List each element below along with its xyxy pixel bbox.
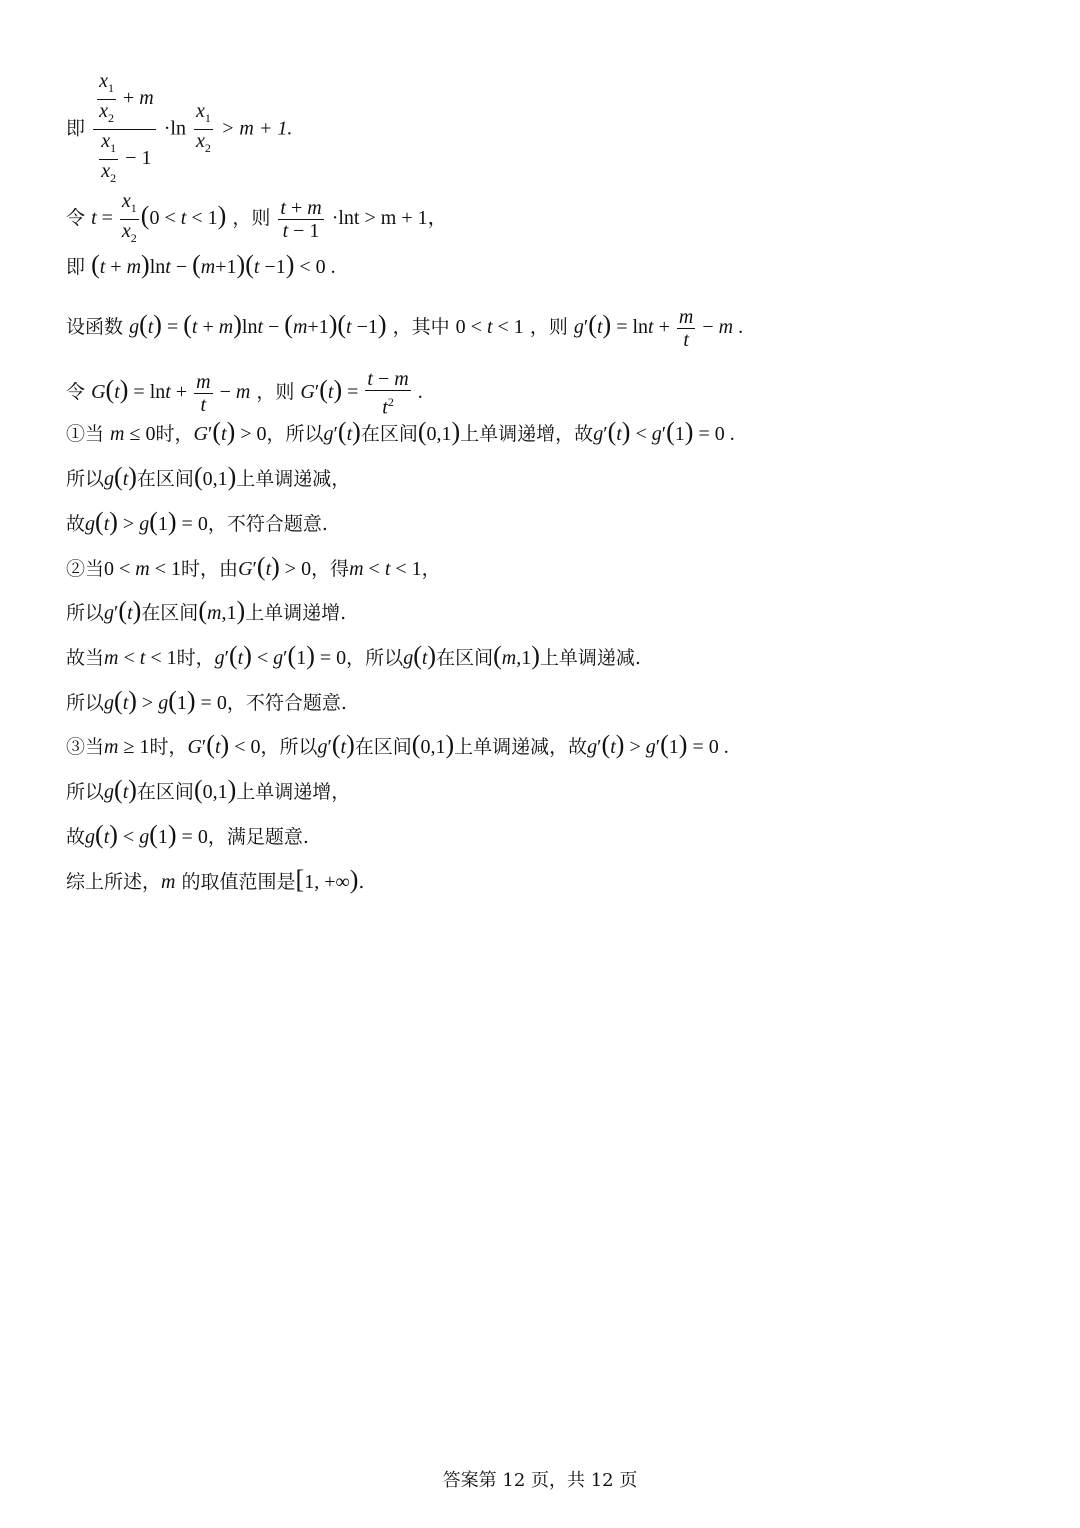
ratio-fraction: $\frac{x_1}{x_2}$ bbox=[196, 100, 211, 155]
text: 所以 bbox=[66, 468, 105, 490]
text: ，则 bbox=[529, 316, 568, 339]
text: 上单调递减，故 bbox=[454, 736, 588, 758]
text: 所以 bbox=[66, 781, 105, 803]
line-2: 令 t = $\frac{x_1}{x_2}$ (0 < t < 1) ，则 $\frac{t + m}{t - 1}$ ·lnt > m + 1， bbox=[66, 190, 448, 245]
page-footer: 答案第 12 页，共 12 页 bbox=[442, 1470, 638, 1491]
line-15: 故g(t) < g(1) = 0，满足题意. bbox=[66, 820, 309, 849]
text: 故 bbox=[66, 826, 86, 848]
line-1 bbox=[66, 70, 292, 189]
line-11: 故当m < t < 1时，g′(t) < g′(1) = 0，所以g(t)在区间(m,1)上单调递减. bbox=[66, 641, 641, 670]
text: 即 bbox=[66, 256, 86, 278]
complex-fraction: $\frac{x_1}{x_2}$ + m $\frac{x_1}{x_2}$ − 1 bbox=[93, 70, 156, 189]
line-6: ①当 m ≤ 0时，G′(t) > 0，所以g′(t)在区间(0,1)上单调递增，故g′(t) < g′(1) = 0 . bbox=[66, 417, 735, 446]
inequality-tail: ·lnt > m + 1， bbox=[331, 207, 448, 230]
text: 令 bbox=[66, 207, 86, 230]
line-8: 故g(t) > g(1) = 0，不符合题意. bbox=[66, 507, 328, 536]
line-4: 设函数 g(t) = (t + m)lnt − (m+1)(t −1) ，其中 0 < t < 1 ，则 g′(t) = lnt + $\frac{m}{t}$ − m . bbox=[66, 306, 744, 351]
text: 故 bbox=[66, 513, 86, 535]
text: ，则 bbox=[256, 380, 295, 403]
line-5: 令 G(t) = lnt + $\frac{m}{t}$ − m ，则 G′(t) = $\frac{t - m}{t^2}$ . bbox=[66, 368, 423, 419]
line-9: ②当0 < m < 1时，由G′(t) > 0，得m < t < 1， bbox=[66, 552, 441, 581]
ln-text: ·ln bbox=[163, 117, 186, 140]
text: 故当 bbox=[66, 647, 105, 669]
line-13: ③当m ≥ 1时，G′(t) < 0，所以g′(t)在区间(0,1)上单调递减，故g′(t) > g′(1) = 0 . bbox=[66, 730, 729, 759]
line-7: 所以g(t)在区间(0,1)上单调递减， bbox=[66, 462, 351, 491]
text: 所以 bbox=[66, 602, 105, 624]
line-3: 即 (t + m)lnt − (m+1)(t −1) < 0 . bbox=[66, 250, 336, 279]
text: 由 bbox=[219, 558, 239, 580]
text: 设函数 bbox=[66, 316, 124, 339]
line-14: 所以g(t)在区间(0,1)上单调递增， bbox=[66, 775, 351, 804]
text: ，则 bbox=[232, 207, 271, 230]
text: 所以 bbox=[66, 692, 105, 714]
line-12: 所以g(t) > g(1) = 0，不符合题意. bbox=[66, 686, 347, 715]
line-16: 综上所述，m 的取值范围是[1, +∞). bbox=[66, 865, 365, 894]
text: 即 bbox=[66, 117, 86, 140]
text: 令 bbox=[66, 380, 86, 403]
line-10: 所以g′(t)在区间(m,1)上单调递增. bbox=[66, 596, 347, 625]
text: ，其中 bbox=[392, 316, 450, 339]
inequality-tail: > m + 1. bbox=[220, 117, 293, 140]
text: 综上所述， bbox=[66, 871, 162, 893]
text: 上单调递增，故 bbox=[460, 423, 594, 445]
